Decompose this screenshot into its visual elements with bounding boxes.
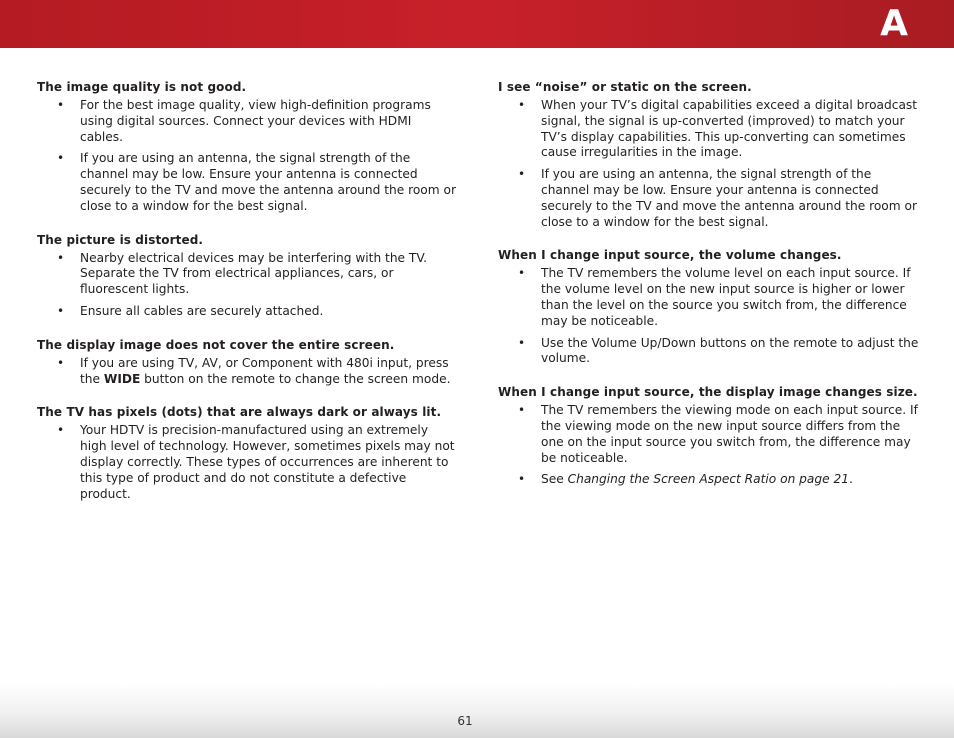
section-heading: The image quality is not good. [37,80,247,94]
section-image-size-changes [498,385,920,488]
bullet-icon: • [518,335,526,350]
list-item: • Your HDTV is precision-manufactured using an extremely high level of technology. However, sometimes pixels may not display correctly. These types of occurrences are inherent to this type of product and do not constitute a defective product. [57,423,455,501]
section-heading: The display image does not cover the entire screen. [37,337,395,352]
list-item: • If you are using TV, AV, or Component with 480i input, press the WIDE button on the remote to change the screen mode. [57,355,451,386]
list-item: • When your TV’s digital capabilities exceed a digital broadcast signal, the signal is up-converted (improved) to match your TV’s display capabilities. This up-converting can sometimes cause irregularities in the image. [518,98,918,160]
section-heading: When I change input source, the display image changes size. [498,385,918,400]
list-item: • The TV remembers the viewing mode on each input source. If the viewing mode on the new input source differs from the one on the input source you switch from, the difference may be noticeable. [518,403,918,465]
header-bar [0,0,954,48]
bullet-icon: • [518,403,526,418]
bullet-icon: • [57,355,65,370]
list-item: • Ensure all cables are securely attached. [57,303,324,318]
section-heading: I see “noise” or static on the screen. [498,80,752,94]
section-display-image [37,338,457,388]
section-pixels [37,405,457,502]
section-heading: The picture is distorted. [37,232,204,247]
section-noise [498,80,920,230]
section-image-quality [37,80,457,215]
bullet-icon: • [518,266,526,281]
list-item: • For the best image quality, view high-definition programs using digital sources. Connect your devices with HDMI cables. [57,98,431,144]
bullet-icon: • [57,423,65,438]
section-letter: A [880,3,908,44]
section-heading: The TV has pixels (dots) that are always dark or always lit. [37,405,442,420]
page-number: 61 [457,714,473,728]
list-item: • Nearby electrical devices may be interfering with the TV. Separate the TV from electrical appliances, cars, or fluorescent lights. [57,250,428,297]
section-heading: When I change input source, the volume changes. [498,248,842,263]
list-item: • The TV remembers the volume level on each input source. If the volume level on the new input source is higher or lower than the level on the source you switch from, the difference may be noticeable. [518,266,911,328]
bullet-icon: • [57,250,65,265]
footer-bar [0,684,954,738]
section-picture-distorted [37,233,457,320]
right-column [498,80,920,506]
section-volume-changes [498,248,920,367]
wide-button-label: WIDE [103,371,141,386]
list-item: • If you are using an antenna, the signal strength of the channel may be low. Ensure your antenna is connected securely to the TV and move the antenna around the room or close to a window for the best signal. [518,167,917,229]
list-item: • If you are using an antenna, the signal strength of the channel may be low. Ensure your antenna is connected securely to the TV and move the antenna around the room or close to a window for the best signal. [57,151,456,213]
left-column [37,80,457,520]
bullet-icon: • [518,472,526,487]
list-item: • Use the Volume Up/Down buttons on the remote to adjust the volume. [518,335,919,366]
list-item: • See Changing the Screen Aspect Ratio on page 21. [518,472,853,487]
bullet-icon: • [57,98,65,112]
aspect-ratio-reference-link[interactable]: Changing the Screen Aspect Ratio on page 21 [567,472,849,487]
bullet-icon: • [518,98,526,112]
bullet-icon: • [57,303,65,318]
bullet-icon: • [518,167,526,182]
bullet-icon: • [57,151,65,166]
